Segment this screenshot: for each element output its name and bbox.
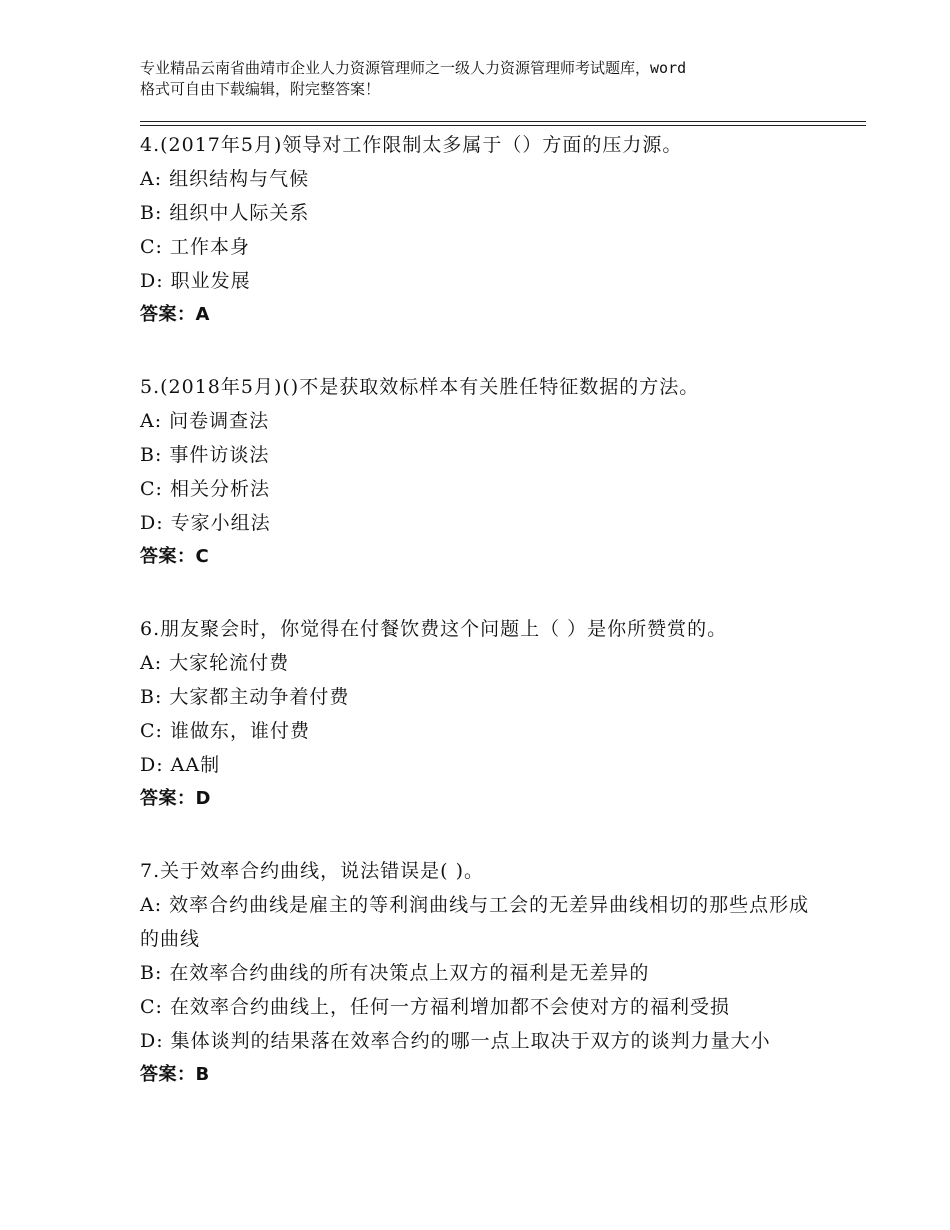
answer-label: 答案：C xyxy=(140,546,210,567)
option-a: A: 问卷调查法 xyxy=(140,410,270,432)
answer-label: 答案：A xyxy=(140,304,210,325)
header-line-2: 格式可自由下载编辑，附完整答案！ xyxy=(140,80,381,98)
question-stem: 7.关于效率合约曲线，说法错误是( )。 xyxy=(140,860,484,882)
header-divider-bottom xyxy=(140,125,866,126)
option-c: C: 相关分析法 xyxy=(140,478,270,500)
option-a: A: 大家轮流付费 xyxy=(140,652,290,674)
answer-label: 答案：D xyxy=(140,788,211,809)
question-stem: 5.(2018年5月)()不是获取效标样本有关胜任特征数据的方法。 xyxy=(140,376,700,398)
option-d: D: 职业发展 xyxy=(140,270,251,292)
option-c: C: 工作本身 xyxy=(140,236,250,258)
option-d: D: AA制 xyxy=(140,754,221,776)
header-divider-top xyxy=(140,121,866,122)
option-b: B: 事件访谈法 xyxy=(140,444,270,466)
option-d: D: 专家小组法 xyxy=(140,512,271,534)
question-7 xyxy=(140,854,820,1092)
question-stem: 4.(2017年5月)领导对工作限制太多属于（）方面的压力源。 xyxy=(140,134,683,156)
option-b: B: 组织中人际关系 xyxy=(140,202,310,224)
header-line-1: 专业精品云南省曲靖市企业人力资源管理师之一级人力资源管理师考试题库，word xyxy=(140,59,687,77)
question-5 xyxy=(140,370,820,574)
document-header xyxy=(140,58,840,100)
option-a: A: 效率合约曲线是雇主的等利润曲线与工会的无差异曲线相切的那些点形成的曲线 xyxy=(140,894,810,950)
option-b: B: 在效率合约曲线的所有决策点上双方的福利是无差异的 xyxy=(140,962,650,984)
question-list xyxy=(140,128,820,1130)
question-stem: 6.朋友聚会时，你觉得在付餐饮费这个问题上（ ）是你所赞赏的。 xyxy=(140,618,728,640)
question-4 xyxy=(140,128,820,332)
answer-label: 答案：B xyxy=(140,1064,210,1085)
option-c: C: 在效率合约曲线上，任何一方福利增加都不会使对方的福利受损 xyxy=(140,996,730,1018)
question-6 xyxy=(140,612,820,816)
option-c: C: 谁做东，谁付费 xyxy=(140,720,310,742)
option-b: B: 大家都主动争着付费 xyxy=(140,686,350,708)
option-a: A: 组织结构与气候 xyxy=(140,168,310,190)
option-d: D: 集体谈判的结果落在效率合约的哪一点上取决于双方的谈判力量大小 xyxy=(140,1030,771,1052)
